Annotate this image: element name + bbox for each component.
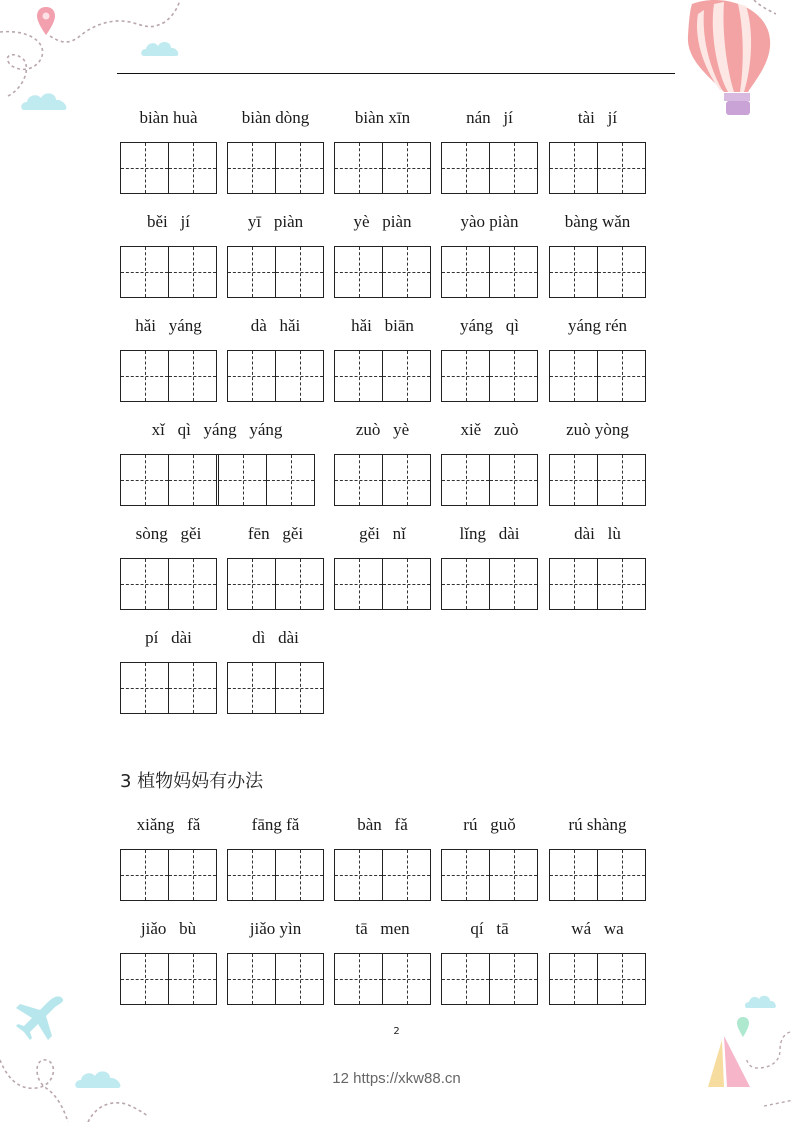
- character-cell[interactable]: [489, 351, 537, 401]
- character-cell[interactable]: [489, 455, 537, 505]
- character-cell[interactable]: [335, 954, 382, 1004]
- character-cell[interactable]: [550, 559, 597, 609]
- pinyin-label: hǎi biān: [351, 316, 414, 335]
- character-cell[interactable]: [275, 559, 323, 609]
- character-cell[interactable]: [442, 351, 489, 401]
- writing-grid: [227, 849, 324, 901]
- character-cell[interactable]: [121, 663, 168, 713]
- writing-grid: [120, 558, 217, 610]
- pinyin-label: bàn fǎ: [357, 815, 408, 834]
- writing-grid: [120, 662, 217, 714]
- character-cell[interactable]: [121, 351, 168, 401]
- writing-grid: [334, 350, 431, 402]
- writing-grid: [441, 454, 538, 506]
- character-cell[interactable]: [228, 143, 275, 193]
- cloud-icon: [744, 992, 778, 1010]
- character-cell[interactable]: [489, 143, 537, 193]
- character-cell[interactable]: [228, 351, 275, 401]
- writing-grid: [441, 558, 538, 610]
- pinyin-label: yáng rén: [567, 316, 627, 335]
- character-cell[interactable]: [266, 455, 314, 505]
- writing-grid: [549, 454, 646, 506]
- writing-grid: [549, 142, 646, 194]
- pinyin-label: dì dài: [252, 628, 299, 647]
- writing-grid: [441, 849, 538, 901]
- character-cell[interactable]: [597, 559, 645, 609]
- writing-grid: [441, 953, 538, 1005]
- pinyin-label: tài jí: [577, 108, 618, 127]
- character-cell[interactable]: [550, 351, 597, 401]
- writing-grid: [549, 953, 646, 1005]
- writing-grid: [334, 953, 431, 1005]
- pinyin-label: dài lù: [574, 524, 621, 543]
- character-cell[interactable]: [335, 850, 382, 900]
- character-cell[interactable]: [228, 850, 275, 900]
- character-cell[interactable]: [228, 954, 275, 1004]
- character-cell[interactable]: [597, 954, 645, 1004]
- character-cell[interactable]: [121, 455, 168, 505]
- character-cell[interactable]: [550, 247, 597, 297]
- character-cell[interactable]: [382, 559, 430, 609]
- character-cell[interactable]: [382, 954, 430, 1004]
- map-pin-icon: [36, 6, 56, 36]
- writing-grid: [227, 246, 324, 298]
- character-cell[interactable]: [597, 143, 645, 193]
- character-cell[interactable]: [275, 954, 323, 1004]
- character-cell[interactable]: [382, 850, 430, 900]
- character-cell[interactable]: [168, 954, 216, 1004]
- character-cell[interactable]: [228, 247, 275, 297]
- character-cell[interactable]: [168, 143, 216, 193]
- character-cell[interactable]: [168, 559, 216, 609]
- pinyin-label: xiě zuò: [460, 420, 519, 439]
- character-cell[interactable]: [550, 850, 597, 900]
- pinyin-label: jiǎo yìn: [249, 919, 302, 938]
- pinyin-label: pí dài: [145, 628, 192, 647]
- writing-grid: [120, 142, 217, 194]
- pinyin-label: sòng gěi: [135, 524, 202, 543]
- character-cell[interactable]: [442, 455, 489, 505]
- pinyin-label: běi jí: [147, 212, 190, 231]
- character-cell[interactable]: [121, 850, 168, 900]
- character-cell[interactable]: [442, 247, 489, 297]
- pinyin-label: yī piàn: [247, 212, 304, 231]
- character-cell[interactable]: [489, 559, 537, 609]
- character-cell[interactable]: [168, 455, 216, 505]
- writing-grid: [441, 350, 538, 402]
- writing-grid: [120, 953, 217, 1005]
- writing-grid: [120, 246, 217, 298]
- character-cell[interactable]: [597, 247, 645, 297]
- page-number: 2: [393, 1026, 400, 1037]
- pinyin-label: yào piàn: [460, 212, 519, 231]
- pinyin-label: qí tā: [470, 919, 509, 938]
- character-cell[interactable]: [382, 455, 430, 505]
- pinyin-label: tā men: [355, 919, 410, 938]
- character-cell[interactable]: [382, 351, 430, 401]
- pinyin-label: hǎi yáng: [135, 316, 202, 335]
- pinyin-label: zuò yè: [355, 420, 410, 439]
- character-cell[interactable]: [442, 559, 489, 609]
- character-cell[interactable]: [228, 559, 275, 609]
- writing-grid: [227, 350, 324, 402]
- pinyin-label: biàn xīn: [354, 108, 411, 127]
- pinyin-label: bàng wǎn: [564, 212, 631, 231]
- pinyin-label: fāng fǎ: [251, 815, 300, 834]
- writing-grid: [334, 454, 431, 506]
- writing-grid: [549, 849, 646, 901]
- writing-grid: [227, 953, 324, 1005]
- character-cell[interactable]: [168, 850, 216, 900]
- character-cell[interactable]: [216, 455, 266, 505]
- pinyin-label: yáng qì: [459, 316, 520, 335]
- character-cell[interactable]: [121, 247, 168, 297]
- hot-air-balloon-icon: [684, 0, 776, 122]
- writing-grid: [120, 350, 217, 402]
- cloud-icon: [140, 38, 182, 58]
- character-cell[interactable]: [382, 247, 430, 297]
- character-cell[interactable]: [335, 351, 382, 401]
- character-cell[interactable]: [335, 559, 382, 609]
- character-cell[interactable]: [168, 247, 216, 297]
- pinyin-label: yè piàn: [353, 212, 412, 231]
- character-cell[interactable]: [489, 954, 537, 1004]
- pinyin-label: biàn huà: [139, 108, 198, 127]
- character-cell[interactable]: [550, 455, 597, 505]
- pinyin-label: rú shàng: [568, 815, 627, 834]
- character-cell[interactable]: [168, 351, 216, 401]
- pinyin-label: xiǎng fǎ: [136, 815, 201, 834]
- writing-grid: [227, 142, 324, 194]
- character-cell[interactable]: [442, 954, 489, 1004]
- writing-grid: [227, 558, 324, 610]
- character-cell[interactable]: [275, 247, 323, 297]
- header-rule: [117, 73, 675, 74]
- pinyin-label: gěi nǐ: [359, 524, 406, 543]
- pinyin-label: xǐ qì yáng yáng: [151, 420, 283, 439]
- writing-grid: [334, 142, 431, 194]
- character-cell[interactable]: [597, 455, 645, 505]
- character-cell[interactable]: [335, 455, 382, 505]
- character-cell[interactable]: [597, 850, 645, 900]
- writing-grid: [334, 849, 431, 901]
- character-cell[interactable]: [442, 143, 489, 193]
- pinyin-label: nán jí: [466, 108, 513, 127]
- writing-grid: [227, 662, 324, 714]
- character-cell[interactable]: [382, 143, 430, 193]
- character-cell[interactable]: [550, 143, 597, 193]
- character-cell[interactable]: [168, 663, 216, 713]
- character-cell[interactable]: [489, 850, 537, 900]
- writing-grid: [549, 350, 646, 402]
- pinyin-label: jiǎo bù: [140, 919, 197, 938]
- character-cell[interactable]: [228, 663, 275, 713]
- cloud-icon: [20, 88, 72, 112]
- character-cell[interactable]: [121, 559, 168, 609]
- character-cell[interactable]: [442, 850, 489, 900]
- writing-grid: [441, 142, 538, 194]
- section-title: 3 植物妈妈有办法: [120, 771, 264, 792]
- writing-grid: [549, 246, 646, 298]
- writing-grid: [334, 246, 431, 298]
- character-cell[interactable]: [335, 143, 382, 193]
- character-cell[interactable]: [275, 351, 323, 401]
- footer-url: 12 https://xkw88.cn: [332, 1070, 461, 1087]
- pinyin-label: wá wa: [571, 919, 624, 938]
- character-cell[interactable]: [550, 954, 597, 1004]
- writing-grid: [334, 558, 431, 610]
- pinyin-label: zuò yòng: [566, 420, 629, 439]
- character-cell[interactable]: [121, 143, 168, 193]
- writing-grid: [549, 558, 646, 610]
- character-cell[interactable]: [275, 143, 323, 193]
- character-cell[interactable]: [597, 351, 645, 401]
- writing-grid: [120, 849, 217, 901]
- pinyin-label: lǐng dài: [459, 524, 520, 543]
- character-cell[interactable]: [275, 663, 323, 713]
- character-cell[interactable]: [275, 850, 323, 900]
- character-cell[interactable]: [121, 954, 168, 1004]
- pinyin-label: dà hǎi: [250, 316, 301, 335]
- pinyin-label: biàn dòng: [241, 108, 310, 127]
- pinyin-label: fēn gěi: [247, 524, 304, 543]
- character-cell[interactable]: [335, 247, 382, 297]
- pinyin-label: rú guǒ: [463, 815, 516, 834]
- writing-grid: [441, 246, 538, 298]
- writing-grid: [120, 454, 315, 506]
- character-cell[interactable]: [489, 247, 537, 297]
